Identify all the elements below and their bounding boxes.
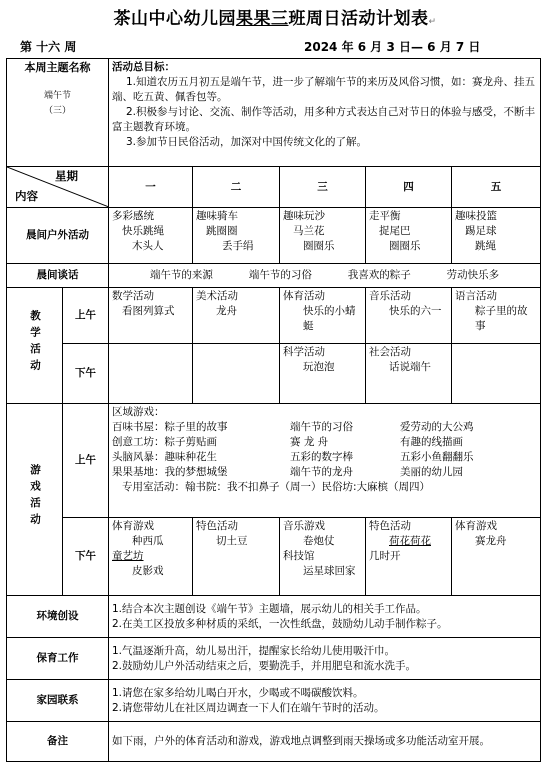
games-pm-friday[interactable] (452, 518, 541, 596)
lesson-subject: 体育活动 (283, 290, 325, 302)
games-label-text: 游戏活动 (29, 464, 41, 530)
game-type: 体育游戏 (112, 520, 154, 532)
environment-item: 2.在美工区投放多种材质的采纸，一次性纸盘，鼓励幼儿动手制作粽子。 (112, 617, 448, 630)
teaching-am-wednesday[interactable] (280, 288, 366, 344)
outdoor-item: 跳绳 (475, 240, 496, 252)
outdoor-friday[interactable] (452, 208, 541, 264)
area-game: 端午节的龙舟 (290, 466, 353, 478)
corner-weekday-label: 星期 (55, 169, 78, 183)
game-name: 种西瓜 (132, 535, 164, 547)
games-am-label: 上午 (63, 404, 109, 518)
notes-label: 备注 (7, 722, 109, 762)
teaching-pm-monday[interactable] (109, 344, 193, 404)
game-name: 赛龙舟 (475, 535, 507, 547)
teaching-am-monday[interactable] (109, 288, 193, 344)
kindergarten-name: 茶山中心幼儿园 (113, 9, 236, 29)
outdoor-item: 丢手绢 (222, 240, 254, 252)
theme-part: （三） (43, 106, 71, 116)
teaching-am-tuesday[interactable] (193, 288, 280, 344)
teaching-label-text: 教学活动 (29, 310, 41, 376)
special-room-activities: 专用室活动：翰书院：我不扣鼻子（周一）民俗坊:大麻槟（周四） (122, 481, 431, 493)
game-name: 皮影戏 (132, 565, 164, 577)
notes-cell[interactable] (109, 722, 541, 762)
game-type: 特色活动 (369, 520, 411, 532)
area-row (112, 465, 537, 480)
area-game: 赛 龙 舟 (290, 436, 329, 448)
care-cell[interactable] (109, 638, 541, 680)
care-item: 1.气温逐渐升高，幼儿易出汗，提醒家长给幼儿使用吸汗巾。 (112, 644, 396, 657)
theme-label: 本周主题名称 (24, 61, 91, 74)
game-name: 卷炮仗 (303, 535, 335, 547)
area-game: 创意工坊：粽子剪贴画 (112, 436, 217, 448)
talk-cell[interactable] (109, 264, 541, 288)
outdoor-item: 快乐跳绳 (122, 225, 164, 237)
outdoor-monday[interactable] (109, 208, 193, 264)
weekday-tuesday: 二 (193, 167, 280, 208)
outdoor-item: 趣味玩沙 (283, 210, 325, 222)
notes-text: 如下雨，户外的体育活动和游戏，游戏地点调整到雨天操场或多功能活动室开展。 (112, 735, 490, 747)
outdoor-item: 圈圈乐 (389, 240, 421, 252)
area-games-title: 区域游戏： (112, 406, 165, 418)
week-label[interactable]: 第 十六 周 (20, 40, 77, 54)
class-name[interactable]: 果果三 (235, 9, 289, 29)
teaching-am-thursday[interactable] (366, 288, 452, 344)
area-row (112, 450, 537, 465)
environment-label: 环境创设 (7, 596, 109, 638)
teaching-pm-tuesday[interactable] (193, 344, 280, 404)
outdoor-item: 马兰花 (293, 225, 325, 237)
talk-item: 端午节的习俗 (248, 269, 312, 281)
weekday-friday: 五 (452, 167, 541, 208)
outdoor-item: 木头人 (132, 240, 164, 252)
games-label (7, 404, 63, 596)
games-pm-label: 下午 (63, 518, 109, 596)
talk-item: 端午节的来源 (149, 269, 213, 281)
outdoor-item: 走平衡 (369, 210, 401, 222)
environment-cell[interactable] (109, 596, 541, 638)
teaching-pm-friday[interactable] (452, 344, 541, 404)
lesson-topic: 快乐的六一 (389, 305, 442, 317)
games-pm-tuesday[interactable] (193, 518, 280, 596)
title-suffix: 班周日活动计划表 (288, 9, 429, 29)
area-game: 百味书屋：粽子里的故事 (112, 421, 228, 433)
games-pm-monday[interactable] (109, 518, 193, 596)
goal-item: 2.积极参与讨论、交流、制作等活动，用多种方式表达自己对节日的体验与感受，不断丰富主题教育环境。 (112, 106, 536, 133)
game-type: 音乐游戏 (283, 520, 325, 532)
game-type: 特色活动 (196, 520, 238, 532)
lesson-topic: 龙舟 (216, 305, 237, 317)
lesson-topic: 话说端午 (389, 361, 431, 373)
lesson-topic: 粽子里的故事 (475, 305, 528, 332)
teaching-am-friday[interactable] (452, 288, 541, 344)
lesson-subject: 语言活动 (455, 290, 497, 302)
theme-name: 端午节 (43, 91, 71, 101)
area-game: 美丽的幼儿园 (400, 466, 463, 478)
area-game: 五彩的数字棒 (290, 451, 353, 463)
paragraph-mark: ↵ (428, 17, 437, 27)
outdoor-item: 跳圈圈 (206, 225, 238, 237)
corner-content-label: 内容 (15, 189, 38, 203)
area-game: 果果基地：我的梦想城堡 (112, 466, 228, 478)
outdoor-item: 趣味投篮 (455, 210, 497, 222)
teaching-am-label: 上午 (63, 288, 109, 344)
game-name: 荷花荷花 (389, 535, 431, 547)
game-type: 体育游戏 (455, 520, 497, 532)
outdoor-item: 捉尾巴 (379, 225, 411, 237)
lesson-subject: 音乐活动 (369, 290, 411, 302)
game-name: 切土豆 (216, 535, 248, 547)
outdoor-thursday[interactable] (366, 208, 452, 264)
teaching-pm-thursday[interactable] (366, 344, 452, 404)
game-name: 科技馆 (283, 550, 315, 562)
games-pm-thursday[interactable] (366, 518, 452, 596)
weekly-plan-table (6, 58, 541, 762)
talk-label: 晨间谈话 (7, 264, 109, 288)
games-pm-wednesday[interactable] (280, 518, 366, 596)
theme-cell[interactable] (7, 59, 109, 167)
home-contact-label: 家园联系 (7, 680, 109, 722)
goal-item: 3.参加节日民俗活动，加深对中国传统文化的了解。 (126, 136, 368, 148)
area-game: 头脑风暴：趣味种花生 (112, 451, 217, 463)
game-name: 几时开 (369, 550, 401, 562)
environment-item: 1.结合本次主题创设《端午节》主题墙，展示幼儿的相关手工作品。 (112, 602, 427, 615)
date-range[interactable]: 2024 年 6 月 3 日— 6 月 7 日 (304, 40, 481, 54)
weekday-corner-cell (7, 167, 109, 208)
lesson-topic: 快乐的小蜻蜓 (303, 305, 356, 332)
weekday-monday: 一 (109, 167, 193, 208)
plan-title (0, 4, 550, 29)
teaching-label (7, 288, 63, 404)
lesson-subject: 科学活动 (283, 346, 325, 358)
area-row (112, 420, 537, 435)
home-contact-cell[interactable] (109, 680, 541, 722)
home-contact-item: 2.请您带幼儿在社区周边调查一下人们在端午节时的活动。 (112, 701, 385, 714)
talk-item: 我喜欢的粽子 (347, 269, 411, 281)
home-contact-item: 1.请您在家多给幼儿喝白开水，少喝或不喝碳酸饮料。 (112, 686, 364, 699)
outdoor-item: 圈圈乐 (303, 240, 335, 252)
goals-cell[interactable] (109, 59, 541, 167)
area-row (112, 435, 537, 450)
talk-item: 劳动快乐多 (446, 269, 500, 281)
area-games-cell[interactable] (109, 404, 541, 518)
lesson-topic: 看图列算式 (122, 305, 175, 317)
outdoor-label: 晨间户外活动 (7, 208, 109, 264)
teaching-pm-label: 下午 (63, 344, 109, 404)
goal-item: 1.知道农历五月初五是端午节，进一步了解端午节的来历及风俗习惯，如：赛龙舟、挂五端、吃五黄、佩香包等。 (112, 76, 536, 103)
care-item: 2.鼓励幼儿户外活动结束之后，要勤洗手，并用肥皂和流水洗手。 (112, 659, 417, 672)
weekday-thursday: 四 (366, 167, 452, 208)
area-game: 端午节的习俗 (290, 421, 353, 433)
outdoor-wednesday[interactable] (280, 208, 366, 264)
game-name: 童艺坊 (112, 550, 144, 562)
area-game: 有趣的线描画 (400, 436, 463, 448)
weekday-wednesday: 三 (280, 167, 366, 208)
game-name: 运星球回家 (303, 565, 356, 577)
lesson-topic: 玩泡泡 (303, 361, 335, 373)
lesson-subject: 社会活动 (369, 346, 411, 358)
area-game: 爱劳动的大公鸡 (400, 421, 474, 433)
outdoor-tuesday[interactable] (193, 208, 280, 264)
teaching-pm-wednesday[interactable] (280, 344, 366, 404)
outdoor-item: 踢足球 (465, 225, 497, 237)
care-label: 保育工作 (7, 638, 109, 680)
outdoor-item: 趣味骑车 (196, 210, 238, 222)
area-game: 五彩小鱼翻翻乐 (400, 451, 474, 463)
lesson-subject: 数学活动 (112, 290, 154, 302)
goals-label: 活动总目标： (112, 61, 175, 73)
outdoor-item: 多彩感统 (112, 210, 154, 222)
lesson-subject: 美术活动 (196, 290, 238, 302)
